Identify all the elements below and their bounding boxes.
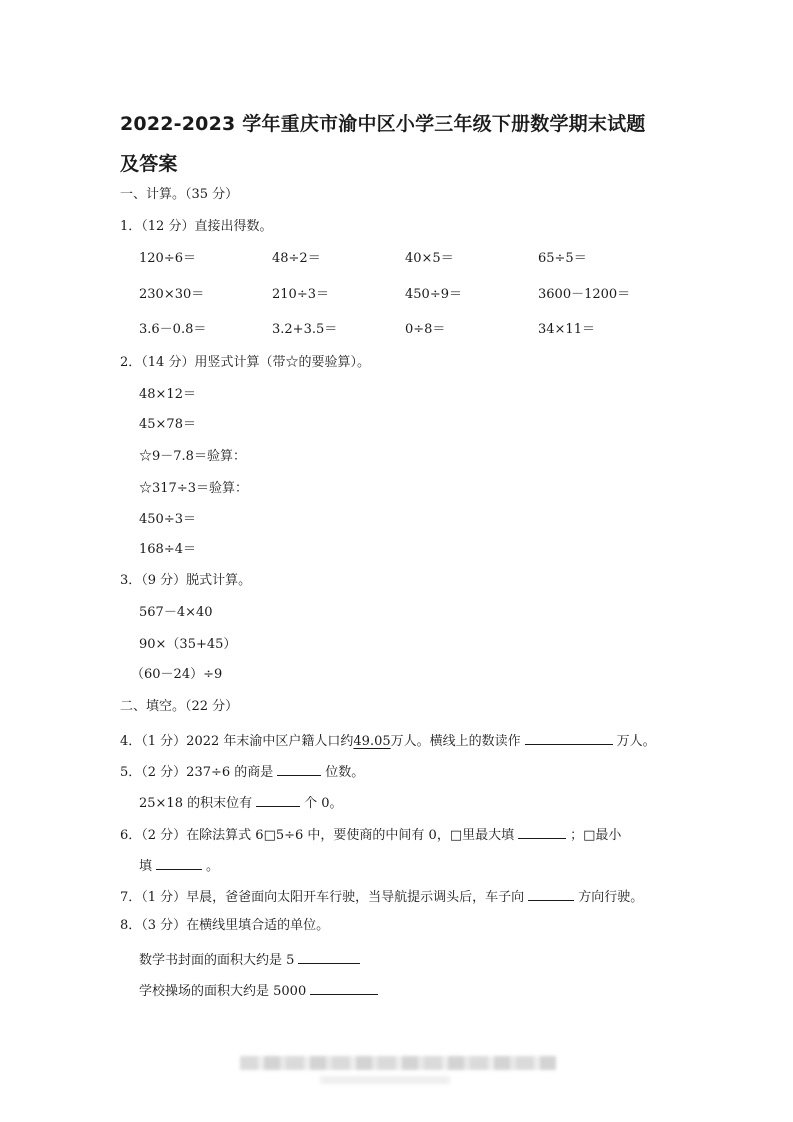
q8-item1-text: 数学书封面的面积大约是 5 xyxy=(139,953,295,968)
section-1-heading: 一、计算。（35 分） xyxy=(120,187,239,202)
q4-value: 49.05 xyxy=(353,734,391,749)
q6-answer-blank-max[interactable] xyxy=(518,824,566,839)
q2-item: ☆317÷3＝验算： xyxy=(139,481,248,496)
q6-line2-suffix: 。 xyxy=(206,859,220,874)
q1-cell: 40×5＝ xyxy=(405,251,454,266)
q7-line xyxy=(120,886,643,907)
q7-suffix: 方向行驶。 xyxy=(578,890,644,905)
q8-answer-blank-1[interactable] xyxy=(298,949,360,964)
q6-line-1 xyxy=(120,824,621,845)
title-line-1: 2022-2023 学年重庆市渝中区小学三年级下册数学期末试题 xyxy=(120,113,646,135)
q7-answer-blank[interactable] xyxy=(528,886,574,901)
q1-cell: 230×30＝ xyxy=(139,287,205,302)
q2-item: 45×78＝ xyxy=(139,417,196,432)
q5-prefix: 5．（2 分）237÷6 的商是 xyxy=(120,765,274,780)
q1-cell: 210÷3＝ xyxy=(272,287,329,302)
q3-item: 90×（35+45） xyxy=(139,637,237,652)
q6-text: 6．（2 分）在除法算式 6□5÷6 中，要使商的中间有 0，□里最大填 xyxy=(120,828,515,843)
q8-answer-blank-2[interactable] xyxy=(310,980,378,995)
q3-item: 567－4×40 xyxy=(139,605,213,620)
q5-line-1 xyxy=(120,761,364,782)
q1-cell: 3600－1200＝ xyxy=(538,287,631,302)
q5-answer-blank-1[interactable] xyxy=(277,761,321,776)
q5-line2-suffix: 个 0。 xyxy=(304,796,343,811)
q2-label: 2．（14 分）用竖式计算（带☆的要验算）。 xyxy=(120,355,370,370)
q3-label: 3．（9 分）脱式计算。 xyxy=(120,573,252,588)
q2-item: 168÷4＝ xyxy=(139,542,196,557)
q6-sep: ；□最小 xyxy=(570,828,622,843)
blurred-footer-watermark xyxy=(240,1056,556,1070)
blurred-footer-watermark-2 xyxy=(320,1076,450,1084)
q1-cell: 34×11＝ xyxy=(538,322,595,337)
q5-line-2 xyxy=(139,792,343,813)
q5-line2-prefix: 25×18 的积末位有 xyxy=(139,796,253,811)
q7-prefix: 7．（1 分）早晨，爸爸面向太阳开车行驶，当导航提示调头后，车子向 xyxy=(120,890,525,905)
q2-item: ☆9－7.8＝验算： xyxy=(139,449,246,464)
q5-answer-blank-2[interactable] xyxy=(256,792,300,807)
q1-cell: 0÷8＝ xyxy=(405,322,446,337)
q2-item: 450÷3＝ xyxy=(139,512,196,527)
q1-cell: 120÷6＝ xyxy=(139,251,196,266)
q8-item2-text: 学校操场的面积大约是 5000 xyxy=(139,984,307,999)
q8-item-1 xyxy=(139,949,364,970)
title-line-2: 及答案 xyxy=(120,153,178,175)
document-title xyxy=(120,104,690,184)
q2-item: 48×12＝ xyxy=(139,387,196,402)
q1-cell: 65÷5＝ xyxy=(538,251,587,266)
q1-cell: 3.6－0.8＝ xyxy=(139,322,207,337)
q3-item: （60－24）÷9 xyxy=(131,667,223,682)
q6-line-2 xyxy=(139,855,219,876)
q4-answer-blank[interactable] xyxy=(525,730,613,745)
q6-line2-prefix: 填 xyxy=(139,859,153,874)
q4-line xyxy=(120,730,656,751)
q4-prefix: 4．（1 分）2022 年末渝中区户籍人口约 xyxy=(120,734,354,749)
q1-label: 1．（12 分）直接出得数。 xyxy=(120,219,273,234)
q1-cell: 48÷2＝ xyxy=(272,251,321,266)
q1-cell: 3.2+3.5＝ xyxy=(272,322,338,337)
q4-suffix: 万人。 xyxy=(616,734,656,749)
q8-item-2 xyxy=(139,980,382,1001)
q1-cell: 450÷9＝ xyxy=(405,287,462,302)
q8-label: 8．（3 分）在横线里填合适的单位。 xyxy=(120,918,330,933)
section-2-heading: 二、填空。（22 分） xyxy=(120,699,239,714)
q6-answer-blank-min[interactable] xyxy=(156,855,202,870)
q5-suffix: 位数。 xyxy=(325,765,365,780)
q4-middle: 万人。横线上的数读作 xyxy=(390,734,521,749)
